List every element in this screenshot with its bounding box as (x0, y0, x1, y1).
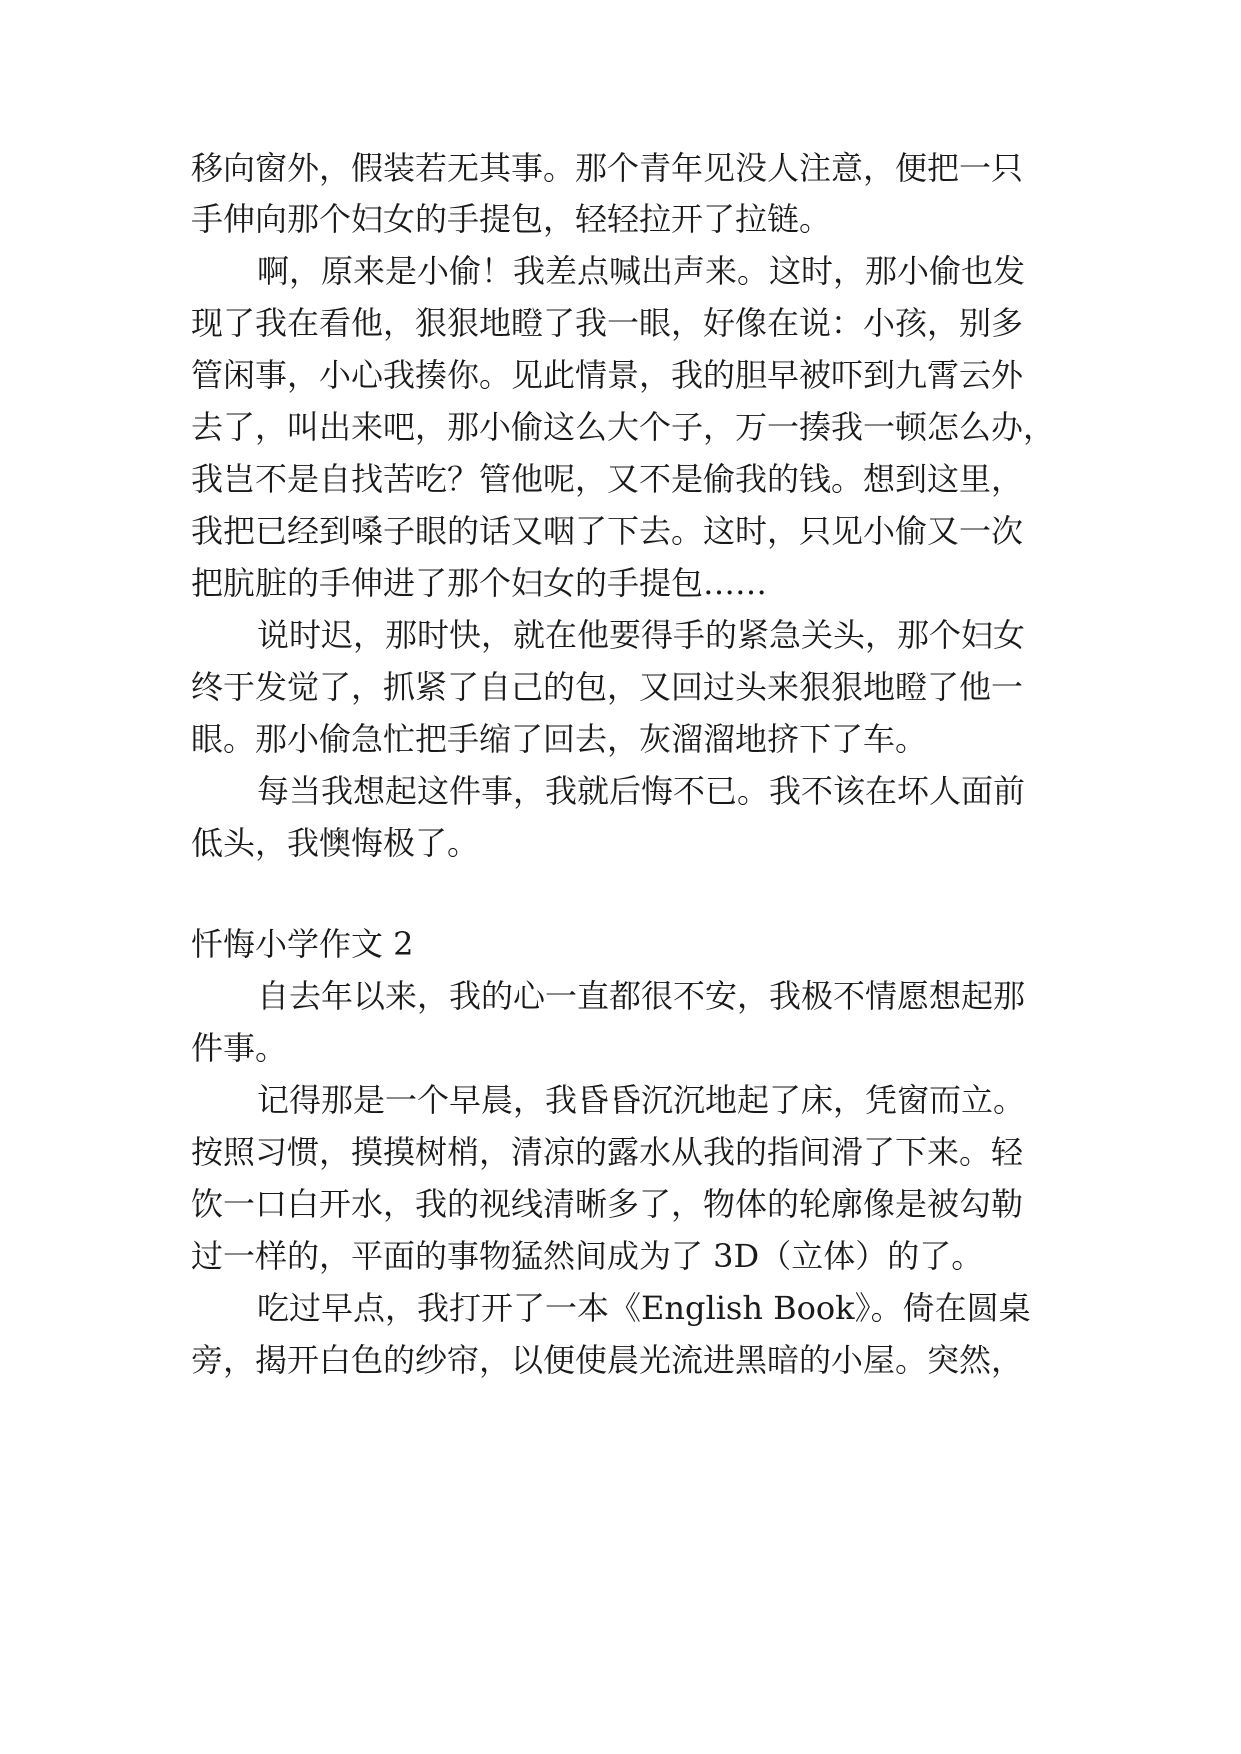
paragraph-line: 眼。那小偷急忙把手缩了回去，灰溜溜地挤下了车。 (191, 720, 928, 758)
paragraph-line: 去了，叫出来吧，那小偷这么大个子，万一揍我一顿怎么办， (191, 408, 1056, 446)
paragraph-line: 现了我在看他，狠狠地瞪了我一眼，好像在说：小孩，别多 (191, 304, 1024, 342)
paragraph-line: 移向窗外，假装若无其事。那个青年见没人注意，便把一只 (191, 149, 1024, 187)
paragraph-line: 说时迟，那时快，就在他要得手的紧急关头，那个妇女 (257, 616, 1026, 654)
section-heading: 忏悔小学作文 2 (191, 925, 414, 963)
paragraph-line: 饮一口白开水，我的视线清晰多了，物体的轮廓像是被勾勒 (191, 1185, 1024, 1223)
paragraph-line: 按照习惯，摸摸树梢，清凉的露水从我的指间滑了下来。轻 (191, 1133, 1024, 1171)
paragraph-line: 旁，揭开白色的纱帘，以便使晨光流进黑暗的小屋。突然， (191, 1341, 1024, 1379)
paragraph-line: 把肮脏的手伸进了那个妇女的手提包…… (191, 564, 768, 602)
paragraph-line: 过一样的，平面的事物猛然间成为了 3D（立体）的了。 (191, 1237, 984, 1275)
paragraph-line: 记得那是一个早晨，我昏昏沉沉地起了床，凭窗而立。 (257, 1081, 1026, 1119)
paragraph-line: 件事。 (191, 1029, 288, 1067)
paragraph-line: 我把已经到嗓子眼的话又咽了下去。这时，只见小偷又一次 (191, 512, 1024, 550)
paragraph-line: 吃过早点，我打开了一本《English Book》。倚在圆桌 (257, 1289, 1031, 1327)
paragraph-line: 我岂不是自找苦吃？管他呢，又不是偷我的钱。想到这里， (191, 460, 1024, 498)
paragraph-line: 低头，我懊悔极了。 (191, 824, 480, 862)
paragraph-line: 自去年以来，我的心一直都很不安，我极不情愿想起那 (257, 977, 1026, 1015)
paragraph-line: 啊，原来是小偷！我差点喊出声来。这时，那小偷也发 (257, 252, 1026, 290)
paragraph-line: 管闲事，小心我揍你。见此情景，我的胆早被吓到九霄云外 (191, 356, 1024, 394)
paragraph-line: 手伸向那个妇女的手提包，轻轻拉开了拉链。 (191, 200, 832, 238)
paragraph-line: 每当我想起这件事，我就后悔不已。我不该在坏人面前 (257, 772, 1026, 810)
paragraph-line: 终于发觉了，抓紧了自己的包，又回过头来狠狠地瞪了他一 (191, 668, 1024, 706)
